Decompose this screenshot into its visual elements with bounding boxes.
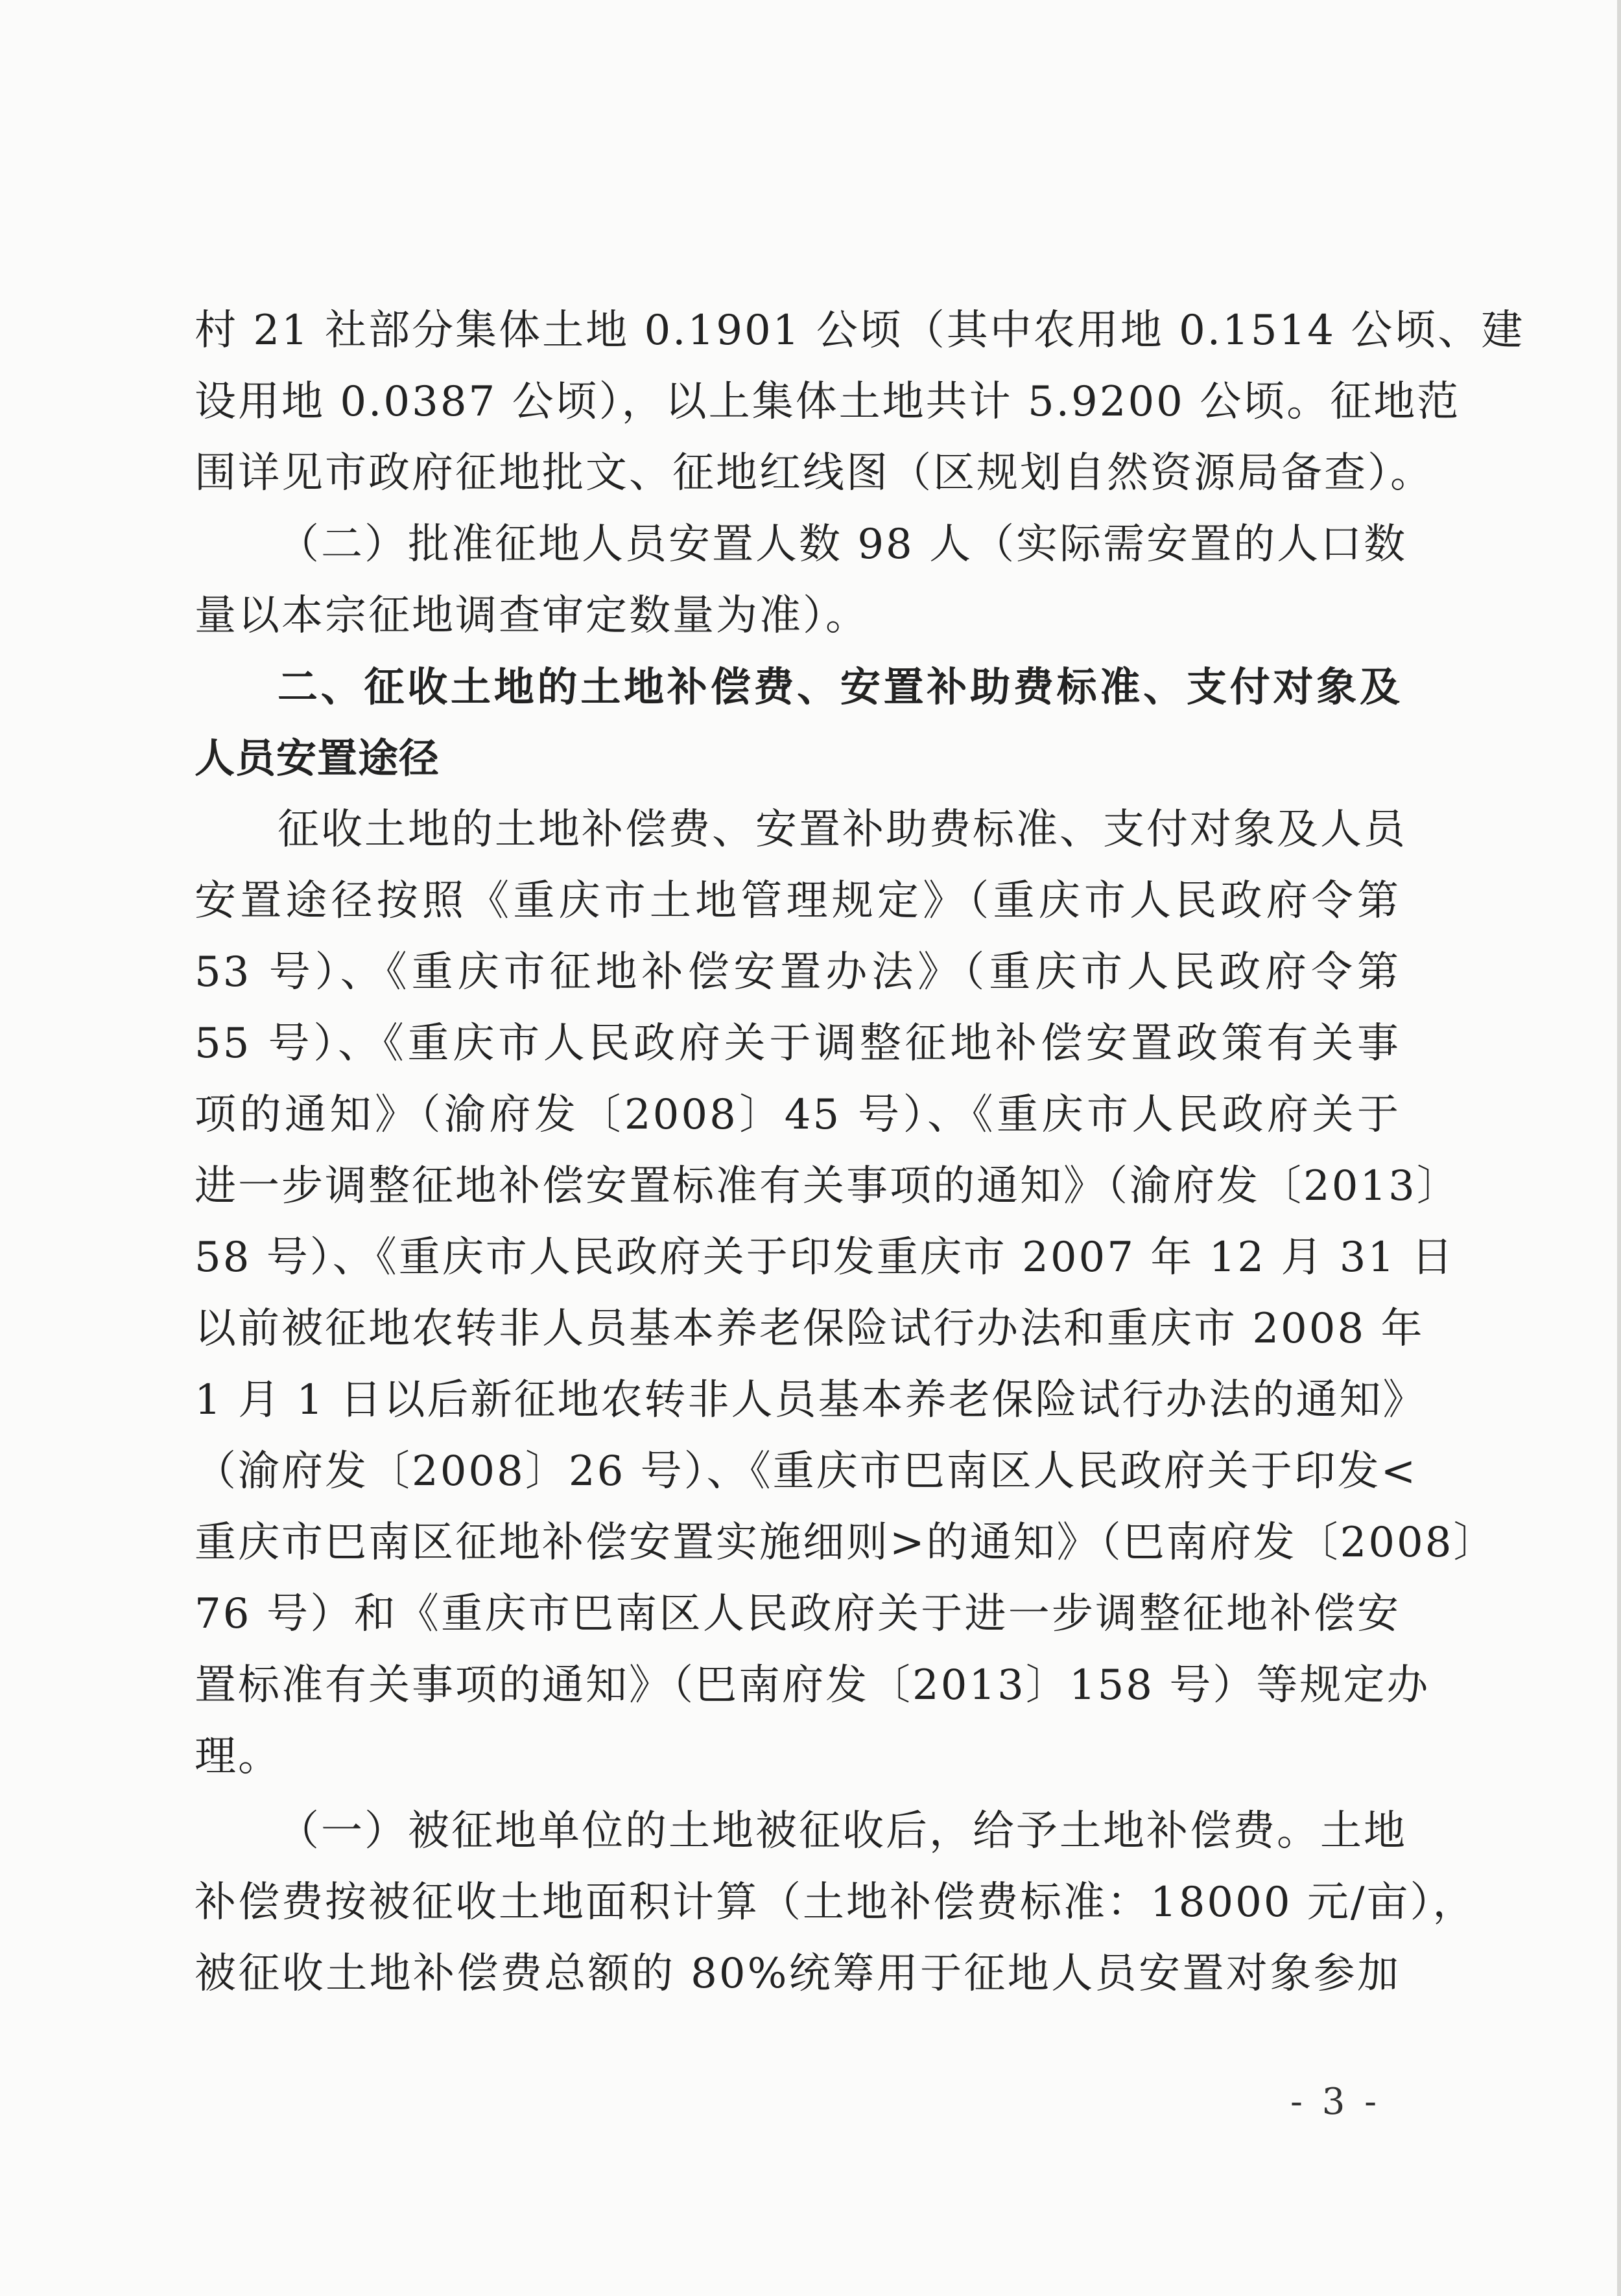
text-line: （二）批准征地人员安置人数 98 人（实际需安置的人口数 bbox=[278, 521, 1408, 568]
text-line: 58 号）、《重庆市人民政府关于印发重庆市 2007 年 12 月 31 日 bbox=[195, 1234, 1455, 1282]
text-line: 被征收土地补偿费总额的 80%统筹用于征地人员安置对象参加 bbox=[195, 1950, 1401, 1998]
text-line: 理。 bbox=[195, 1733, 281, 1781]
paragraph-compensation bbox=[195, 1796, 1476, 2009]
text-line: 置标准有关事项的通知》（巴南府发〔2013〕158 号）等规定办 bbox=[195, 1661, 1430, 1709]
text-line: 76 号）和《重庆市巴南区人民政府关于进一步调整征地补偿安 bbox=[195, 1590, 1401, 1638]
text-line: 安置途径按照《重庆市土地管理规定》（重庆市人民政府令第 bbox=[195, 877, 1401, 925]
text-line: 补偿费按被征收土地面积计算（土地补偿费标准：18000 元/亩）， bbox=[195, 1879, 1476, 1927]
paragraph-land-area bbox=[195, 295, 1525, 651]
paragraph-regulations bbox=[195, 794, 1497, 1792]
page-edge-divider bbox=[1617, 0, 1621, 2296]
text-line: 进一步调整征地补偿安置标准有关事项的通知》（渝府发〔2013〕 bbox=[195, 1162, 1460, 1210]
text-line: 村 21 社部分集体土地 0.1901 公顷（其中农用地 0.1514 公顷、建 bbox=[195, 307, 1525, 355]
text-line: 55 号）、《重庆市人民政府关于调整征地补偿安置政策有关事 bbox=[195, 1020, 1401, 1068]
heading-line: 人员安置途径 bbox=[195, 734, 440, 782]
text-line: 设用地 0.0387 公顷），以上集体土地共计 5.9200 公顷。征地范 bbox=[195, 378, 1461, 426]
heading-line: 二、征收土地的土地补偿费、安置补助费标准、支付对象及 bbox=[278, 663, 1401, 710]
text-line: （渝府发〔2008〕26 号）、《重庆市巴南区人民政府关于印发< bbox=[195, 1447, 1418, 1495]
text-line: 重庆市巴南区征地补偿安置实施细则>的通知》（巴南府发〔2008〕 bbox=[195, 1519, 1497, 1567]
section-heading bbox=[195, 651, 1401, 794]
text-line: （一）被征地单位的土地被征收后，给予土地补偿费。土地 bbox=[278, 1807, 1407, 1855]
text-line: 征收土地的土地补偿费、安置补助费标准、支付对象及人员 bbox=[278, 806, 1407, 854]
text-line: 53 号）、《重庆市征地补偿安置办法》（重庆市人民政府令第 bbox=[195, 948, 1401, 996]
text-line: 围详见市政府征地批文、征地红线图（区规划自然资源局备查）。 bbox=[195, 449, 1434, 497]
text-line: 1 月 1 日以后新征地农转非人员基本养老保险试行办法的通知》 bbox=[195, 1376, 1426, 1424]
page-number: - 3 - bbox=[1290, 2081, 1381, 2123]
text-line: 量以本宗征地调查审定数量为准）。 bbox=[195, 592, 869, 640]
text-line: 以前被征地农转非人员基本养老保险试行办法和重庆市 2008 年 bbox=[195, 1305, 1425, 1353]
text-line: 项的通知》（渝府发〔2008〕45 号）、《重庆市人民政府关于 bbox=[195, 1091, 1401, 1139]
